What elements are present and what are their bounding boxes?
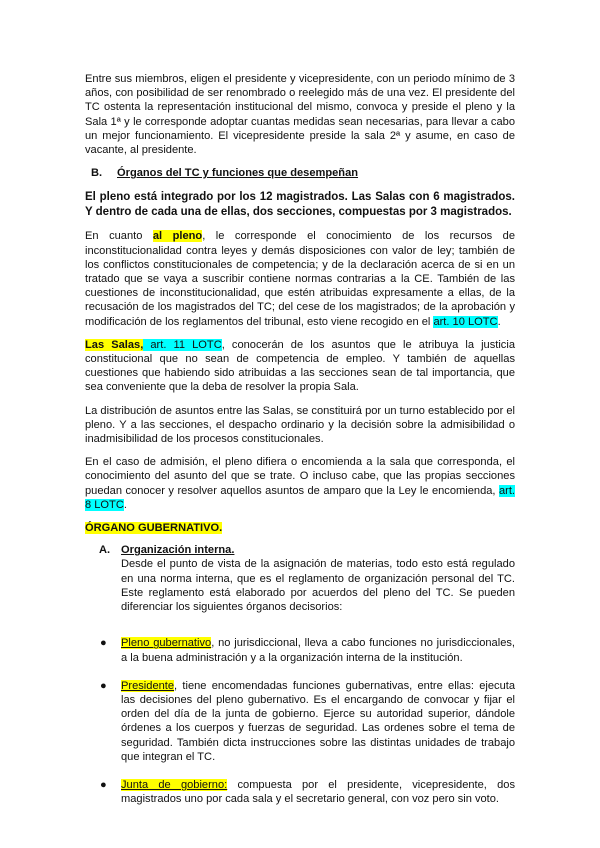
las-salas-highlight: Las Salas, xyxy=(85,338,144,351)
junta-de-gobierno-term: Junta de gobierno: xyxy=(121,778,228,791)
bullet-icon: ● xyxy=(100,637,107,650)
composition-paragraph: El pleno está integrado por los 12 magistrados. Las Salas con 6 magistrados. Y dentro de cada una de ellas, dos secciones, compuestas por 3 magistrados. xyxy=(85,191,515,219)
art-11-lotc-highlight: art. 11 LOTC xyxy=(143,338,222,351)
bullet-text xyxy=(121,778,515,806)
bullet-icon: ● xyxy=(100,679,107,692)
subsection-a-body: Desde el punto de vista de la asignación de materias, todo esto está regulado en una norma interna, que es el reglamento de organización personal del TC. Este reglamento está elaborado por acuerdos del pleno del TC. Se pueden diferenciar los siguientes órganos decisorios: xyxy=(121,558,515,614)
bullet-text xyxy=(121,636,515,664)
pleno-gubernativo-term: Pleno gubernativo xyxy=(121,637,212,650)
organo-gubernativo-title: ÓRGANO GUBERNATIVO. xyxy=(85,522,223,535)
list-item xyxy=(85,636,515,664)
pleno-paragraph xyxy=(85,229,515,328)
subsection-a-title: Organización interna. xyxy=(121,544,235,557)
intro-paragraph: Entre sus miembros, eligen el presidente y vicepresidente, con un periodo mínimo de 3 años, con posibilidad de ser renombrado o reelegido más de una vez. El presidente del TC ostenta la representación institucional del mismo, convoca y preside el pleno y la Sala 1ª y le corresponde adoptar cuantas medidas sean necesarias, para llevar a cabo un mejor funcionamiento. El vicepresidente preside la sala 2ª y asume, en caso de vacante, al presidente. xyxy=(85,73,515,157)
bullet-body: , tiene encomendadas funciones gubernativas, entre ellas: ejecuta las decisiones del pleno gubernativo. Es el encargando de convocar y fijar el orden del día de la junta de gobierno. Ejerce su autoridad superior, dándole órdenes a los cuerpos y fuerzas de seguridad. Las ordenes sobre el tema de seguridad. También dicta instrucciones sobre las distintas unidades de trabajo que integran el TC. xyxy=(121,679,515,763)
organo-gubernativo-heading xyxy=(85,521,515,535)
salas-paragraph xyxy=(85,338,515,395)
bullet-body: , no jurisdiccional, lleva a cabo funciones no jurisdiccionales, a la buena administración y a la organización interna de la institución. xyxy=(121,637,515,664)
pleno-end: . xyxy=(497,315,501,328)
pleno-body-text: , le corresponde el conocimiento de los recursos de inconstitucionalidad contra leyes y demás disposiciones con valor de ley; también de los conflictos constitucionales de competencia; y de la declaración acerca de si en un tratado que se vaya a suscribir contiene normas contrarias a la CE. También de las cuestiones de inconstitucionalidad, que estén atribuidas expresamente a ellas, de la recusación de los magistrados del TC; del cese de los magistrados; de la aprobación y modificación de los reglamentos del tribunal, esto viene recogido en el xyxy=(85,230,515,328)
subsection-a-heading xyxy=(99,543,515,557)
admision-body-text: En el caso de admisión, el pleno difiera o encomienda a la sala que corresponda, el conocimiento del asunto del que se trate. O incluso cabe, que las propias secciones puedan conocer y resolver aquellos asuntos de amparo que la Ley le encomienda, xyxy=(85,456,515,497)
subsection-a-letter: A. xyxy=(99,544,111,557)
distribucion-paragraph: La distribución de asuntos entre las Salas, se constituirá por un turno establecido por el pleno. Y a las secciones, el despacho ordinario y la decisión sobre la admisibilidad o inadmisibilidad de los procesos constitucionales. xyxy=(85,404,515,446)
document-page xyxy=(85,72,515,820)
admision-paragraph xyxy=(85,455,515,512)
bullet-text xyxy=(121,679,515,764)
salas-body-text: , conocerán de los asuntos que le atribuya la justicia constitucional que no sean de competencia de empleo. Y también de aquellas cuestiones que habiendo sido atribuidas a las secciones sean de tal importancia, que sea conveniente que la deba de resolver la propia Sala. xyxy=(85,338,515,394)
presidente-term: Presidente xyxy=(121,679,175,692)
admision-end: . xyxy=(123,498,127,511)
bullet-icon: ● xyxy=(100,778,107,791)
list-item xyxy=(85,679,515,764)
art-8-lotc-highlight: art. 8 LOTC xyxy=(85,484,515,511)
section-b-title: Órganos del TC y funciones que desempeñan xyxy=(117,167,359,180)
pleno-pre-text: En cuanto xyxy=(85,230,153,243)
art-10-lotc-highlight: art. 10 LOTC xyxy=(433,315,498,328)
section-b-heading xyxy=(91,166,515,180)
bullet-body: compuesta por el presidente, vicepresidente, dos magistrados uno por cada sala y el secretario general, con voz pero sin voto. xyxy=(121,778,516,806)
section-b-letter: B. xyxy=(91,167,103,180)
al-pleno-highlight: al pleno xyxy=(152,230,203,243)
list-item xyxy=(85,778,515,806)
